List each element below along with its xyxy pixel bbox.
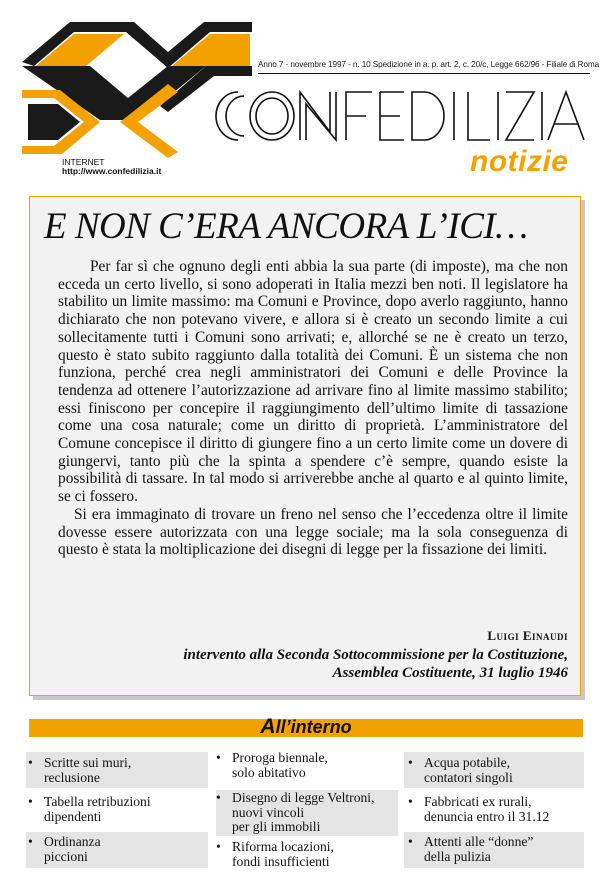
internet-block (62, 158, 161, 176)
article-paragraph (58, 506, 568, 559)
bullet-icon: • (28, 755, 33, 770)
inside-item[interactable] (28, 795, 206, 824)
item-line: Acqua potabile, (424, 755, 511, 770)
inside-item[interactable] (28, 756, 206, 785)
item-line: solo abitativo (232, 764, 306, 780)
article-author: Luigi Einaudi (487, 628, 568, 643)
inside-item[interactable] (408, 795, 584, 824)
item-line: Ordinanza (44, 834, 101, 849)
item-line: piccioni (44, 848, 88, 864)
article-body (58, 258, 568, 559)
item-line: Scritte sui muri, (44, 755, 132, 770)
item-line: Disegno di legge Veltroni, (232, 790, 375, 805)
bullet-icon: • (28, 794, 33, 809)
item-line: reclusione (44, 769, 100, 785)
item-line: Proroga biennale, (232, 750, 328, 765)
item-line: nuovi vincoli (232, 804, 305, 820)
inside-item[interactable] (408, 835, 584, 864)
paragraph-text: Per far sì che ognuno degli enti abbia la sua parte (di imposte), ma che non ecceda un certo livello, si sono adoperati in Italia mezzi ben noti. Il legislatore ha stabilito un limite massimo: ma Comuni e Province, dopo averlo raggiunto, hanno dichiarato che non potevano vivere, e allora si è creato un secondo limite a cui sollecitamente tutti i Comuni sono arrivati; e, allorché se ne è creato un terzo, questo è stato subito raggiunto dalla totalità dei Comuni. È un sistema che non funziona, perché crea negli amministratori dei Comuni e delle Province la tendenza ad ottenere l’autorizzazione ad arrivare fino al limite massimo stabilito; essi finiscono per concepire il raggiungimento dell’ultimo limite di tassazione come una cosa naturale; come un diritto di proprietà. L’amministratore del Comune concepisce il diritto di giungere fino a un certo limite come un dovere di giungervi, tanto più che la spinta a spendere c’è sempre, quando esiste la possibilità di tassare. In tal modo si arriverebbe anche al quarto e al quinto limite, se ci fossero. (58, 258, 568, 506)
internet-url[interactable]: http://www.confedilizia.it (62, 166, 162, 176)
brand-wordmark-icon (216, 92, 584, 140)
article-paragraph (58, 258, 568, 506)
article-source (70, 646, 568, 682)
article-headline: E NON C’ERA ANCORA L’ICI… (44, 206, 528, 247)
item-line: della pulizia (424, 848, 491, 864)
inside-title-cap: A (260, 715, 276, 738)
inside-item[interactable] (216, 791, 398, 835)
item-line: Riforma locazioni, (232, 839, 334, 854)
item-line: denuncia entro il 31.12 (424, 808, 550, 824)
inside-title (29, 717, 583, 737)
source-line-2: Assemblea Costituente, 31 luglio 1946 (332, 665, 568, 681)
bullet-icon: • (408, 834, 413, 849)
item-line: dipendenti (44, 808, 102, 824)
masthead-rule (258, 73, 590, 74)
item-line: Attenti alle “donne” (424, 834, 534, 849)
confedilizia-logo (0, 0, 612, 160)
item-line: Fabbricati ex rurali, (424, 794, 532, 809)
paragraph-text: Si era immaginato di trovare un freno nel senso che l’eccedenza oltre il limite dovesse essere autorizzata con una legge sociale; ma la sola conseguenza di questo è stata la moltiplicazione dei disegni di legge per la fissazione dei limiti. (58, 505, 568, 559)
bullet-icon: • (408, 755, 413, 770)
issue-line: Anno 7 - novembre 1997 - n. 10 Spedizione in a. p. art. 2, c. 20/c, Legge 662/96 - Filiale di Roma (258, 60, 600, 69)
item-line: fondi insufficienti (232, 853, 330, 869)
bullet-icon: • (216, 790, 221, 805)
inside-title-rest: ll’interno (275, 717, 352, 737)
bullet-icon: • (28, 834, 33, 849)
inside-item[interactable] (216, 840, 398, 869)
item-line: Tabella retribuzioni (44, 794, 151, 809)
inside-item[interactable] (216, 751, 398, 780)
internet-label: INTERNET (62, 157, 105, 167)
inside-item[interactable] (28, 835, 206, 864)
item-line: contatori singoli (424, 769, 513, 785)
bullet-icon: • (216, 750, 221, 765)
inside-item[interactable] (408, 756, 584, 785)
bullet-icon: • (216, 839, 221, 854)
logo-mark-icon (22, 22, 252, 158)
item-line: per gli immobili (232, 819, 321, 834)
bullet-icon: • (408, 794, 413, 809)
masthead-subtitle: notizie (470, 145, 569, 178)
source-line-1: intervento alla Seconda Sottocommissione per la Costituzione, (183, 647, 568, 663)
